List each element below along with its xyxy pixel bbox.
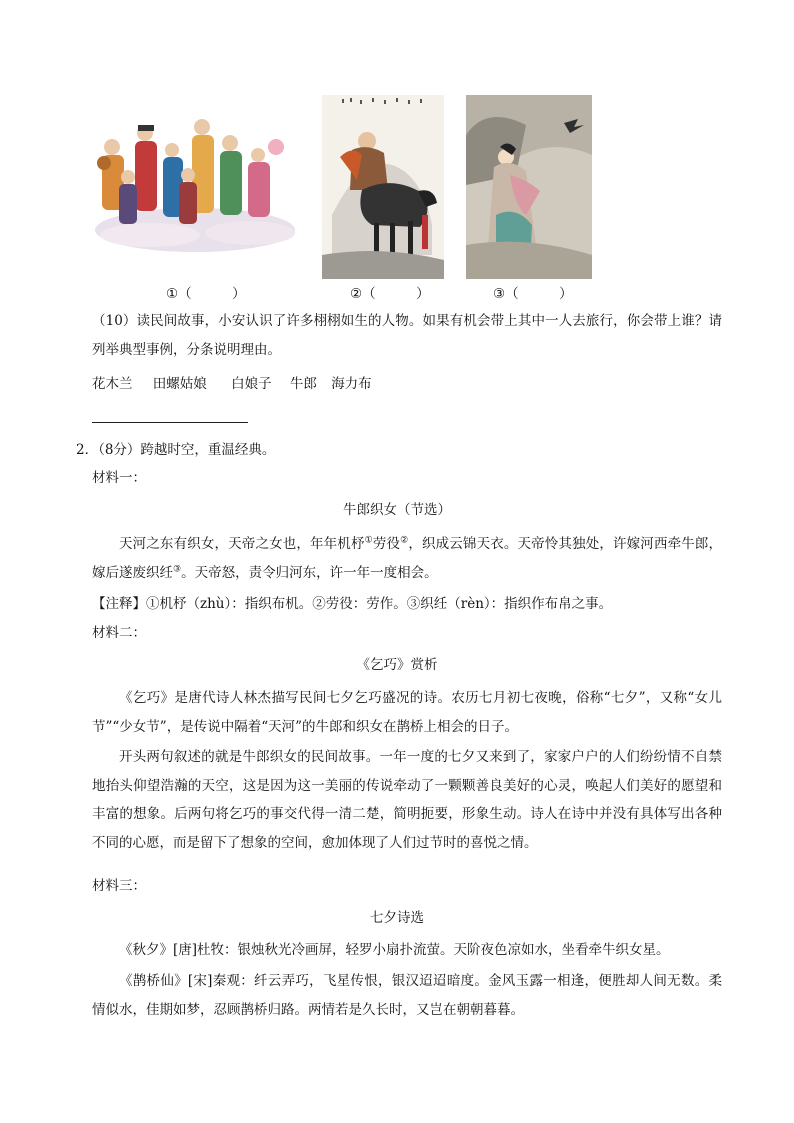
material-3-poem-qiuxi: 《秋夕》[唐]杜牧：银烛秋光冷画屏，轻罗小扇扑流萤。天阶夜色凉如水，坐看牵牛织女星。 <box>119 942 670 958</box>
material-1-text: 天河之东有织女，天帝之女也，年年机杼①劳役②，织成云锦天衣。天帝怜其独处，许嫁河西牵牛郎，嫁后遂废织纴③。天帝怒，责令归河东，许一年一度相会。 <box>92 535 723 581</box>
answer-line <box>92 422 248 423</box>
material-1-title: 牛郎织女（节选） <box>343 502 451 518</box>
question-10-text: （10）读民间故事，小安认识了许多栩栩如生的人物。如果有机会带上其中一人去旅行，你会带上谁？请列举典型事例，分条说明理由。 <box>92 313 722 358</box>
option-hua-mulan: 花木兰 <box>92 376 133 392</box>
material-1-note: 【注释】①机杼（zhù）：指织布机。②劳役：劳作。③织纴（rèn）：指织作布帛之事。 <box>92 596 613 612</box>
material-3-label: 材料三： <box>92 878 146 894</box>
option-bai-niangzi: 白娘子 <box>231 376 272 392</box>
material-2-paragraph-1: 《乞巧》是唐代诗人林杰描写民间七夕乞巧盛况的诗。农历七月初七夜晚，俗称“七夕”，又称“女儿节”“少女节”，是传说中隔着“天河”的牛郎和织女在鹊桥上相会的日子。 <box>92 690 722 735</box>
option-tianluo-guniang: 田螺姑娘 <box>152 376 207 392</box>
option-niulang: 牛郎 <box>289 376 317 392</box>
material-2-title: 《乞巧》赏析 <box>356 657 438 673</box>
question-2-header: 2．（8分）跨越时空，重温经典。 <box>76 442 276 458</box>
eight-immortals-picture <box>90 105 300 255</box>
material-1-label: 材料一： <box>92 470 146 486</box>
picture-2-caption: ②（ ） <box>350 286 430 302</box>
character-options <box>92 374 372 394</box>
material-3-poem-queqiaoxian: 《鹊桥仙》[宋]秦观：纤云弄巧，飞星传恨，银汉迢迢暗度。金风玉露一相逢，便胜却人间无数。柔情似水，佳期如梦，忍顾鹊桥归路。两情若是久长时，又岂在朝朝暮暮。 <box>92 973 722 1018</box>
material-2-paragraph-2: 开头两句叙述的就是牛郎织女的民间故事。一年一度的七夕又来到了，家家户户的人们纷纷情不自禁地抬头仰望浩瀚的天空，这是因为这一美丽的传说牵动了一颗颗善良美好的心灵，唤起人们美好的愿望和丰富的想象。后两句将乞巧的事交代得一清二楚，简明扼要，形象生动。诗人在诗中并没有具体写出各种不同的心愿，而是留下了想象的空间，愈加体现了人们过节时的喜悦之情。 <box>92 749 722 851</box>
picture-3-caption: ③（ ） <box>493 286 573 302</box>
picture-1-caption: ①（ ） <box>166 286 246 302</box>
horse-rider-picture <box>322 95 444 279</box>
material-3-title: 七夕诗选 <box>370 910 424 926</box>
option-hailibu: 海力布 <box>331 376 372 392</box>
weaver-girl-picture <box>466 95 592 279</box>
material-2-label: 材料二： <box>92 625 146 641</box>
